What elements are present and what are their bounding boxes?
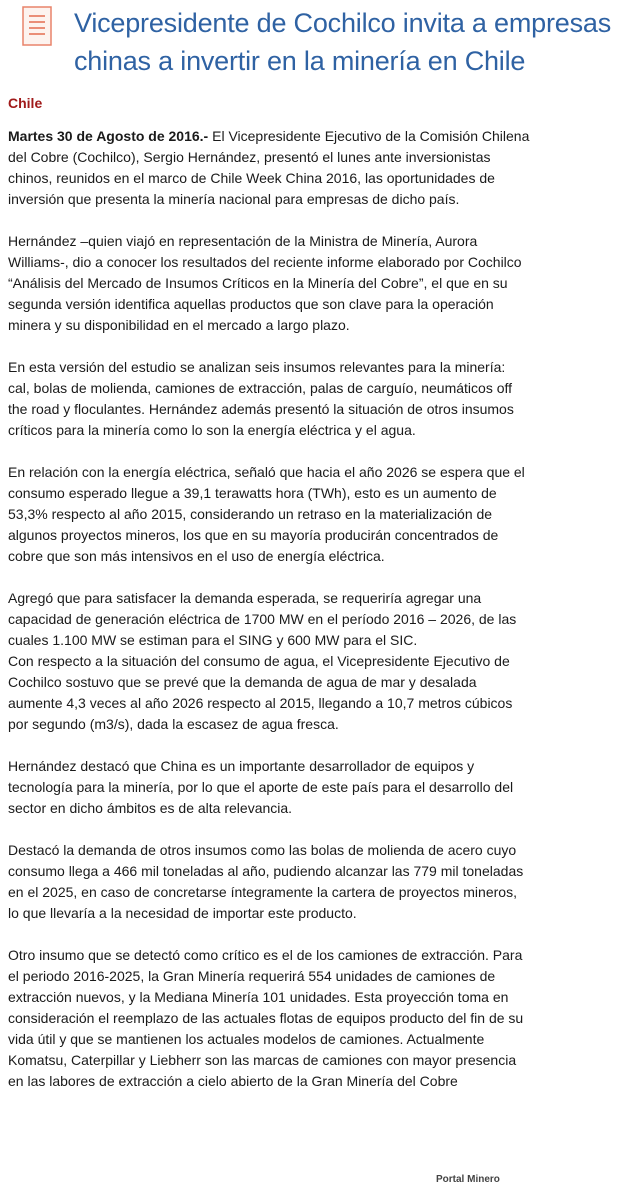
document-icon [22,6,52,46]
article-paragraph: Hernández –quien viajó en representación de la Ministra de Minería, Aurora Williams-, dio a conocer los resultados del reciente informe elaborado por Cochilco “Análisis del Mercado de Insumos Críticos en la Minería del Cobre”, el que en su segunda versión identifica aquellas productos que son clave para la operación minera y su disponibilidad en el mercado a largo plazo. [8,233,522,333]
article-paragraph: Destacó la demanda de otros insumos como las bolas de molienda de acero cuyo consumo llega a 466 mil toneladas al año, pudiendo alcanzar las 779 mil toneladas en el 2025, en caso de concretarse íntegramente la cartera de proyectos mineros, lo que llevaría a la necesidad de importar este producto. [8,842,524,921]
article-body [8,126,530,1113]
article-paragraph: Hernández destacó que China es un importante desarrollador de equipos y tecnología para la minería, por lo que el aporte de este país para el desarrollo del sector en dicho ámbitos es de alta relevancia. [8,758,514,816]
article-paragraph: Martes 30 de Agosto de 2016.- El Vicepresidente Ejecutivo de la Comisión Chilena del Cobre (Cochilco), Sergio Hernández, presentó el lunes ante inversionistas chinos, reunidos en el marco de Chile Week China 2016, las oportunidades de inversión que presenta la minería nacional para empresas de dicho país. [8,128,530,207]
article-paragraph: Con respecto a la situación del consumo de agua, el Vicepresidente Ejecutivo de Cochilco sostuvo que se prevé que la demanda de agua de mar y desalada aumente 4,3 veces al año 2026 respecto al 2015, llegando a 10,7 metros cúbicos por segundo (m3/s), dada la escasez de agua fresca. [8,653,513,732]
article-header [0,0,639,90]
article-source: Portal Minero [436,1174,500,1185]
article-category: Chile [8,95,43,111]
article-dateline: Martes 30 de Agosto de 2016.- [8,128,209,144]
article-title: Vicepresidente de Cochilco invita a empresas chinas a invertir en la minería en Chile [74,8,612,76]
article-paragraph: En relación con la energía eléctrica, señaló que hacia el año 2026 se espera que el consumo esperado llegue a 39,1 terawatts hora (TWh), esto es un aumento de 53,3% respecto al año 2015, considerando un retraso en la materialización de algunos proyectos mineros, los que en su mayoría producirán concentrados de cobre que son más intensivos en el uso de energía eléctrica. [8,464,525,564]
article-paragraph: En esta versión del estudio se analizan seis insumos relevantes para la minería: cal, bolas de molienda, camiones de extracción, palas de carguío, neumáticos off the road y floculantes. Hernández además presentó la situación de otros insumos críticos para la minería como lo son la energía eléctrica y el agua. [8,359,514,438]
article-paragraph: Otro insumo que se detectó como crítico es el de los camiones de extracción. Para el periodo 2016-2025, la Gran Minería requerirá 554 unidades de camiones de extracción nuevos, y la Mediana Minería 101 unidades. Esta proyección toma en consideración el reemplazo de las actuales flotas de equipos producto del fin de su vida útil y que se mantienen los actuales modelos de camiones. Actualmente Komatsu, Caterpillar y Liebherr son las marcas de camiones con mayor presencia en las labores de extracción a cielo abierto de la Gran Minería del Cobre [8,947,524,1089]
article-paragraph: Agregó que para satisfacer la demanda esperada, se requeriría agregar una capacidad de generación eléctrica de 1700 MW en el período 2016 – 2026, de las cuales 1.100 MW se estiman para el SING y 600 MW para el SIC. [8,590,517,648]
